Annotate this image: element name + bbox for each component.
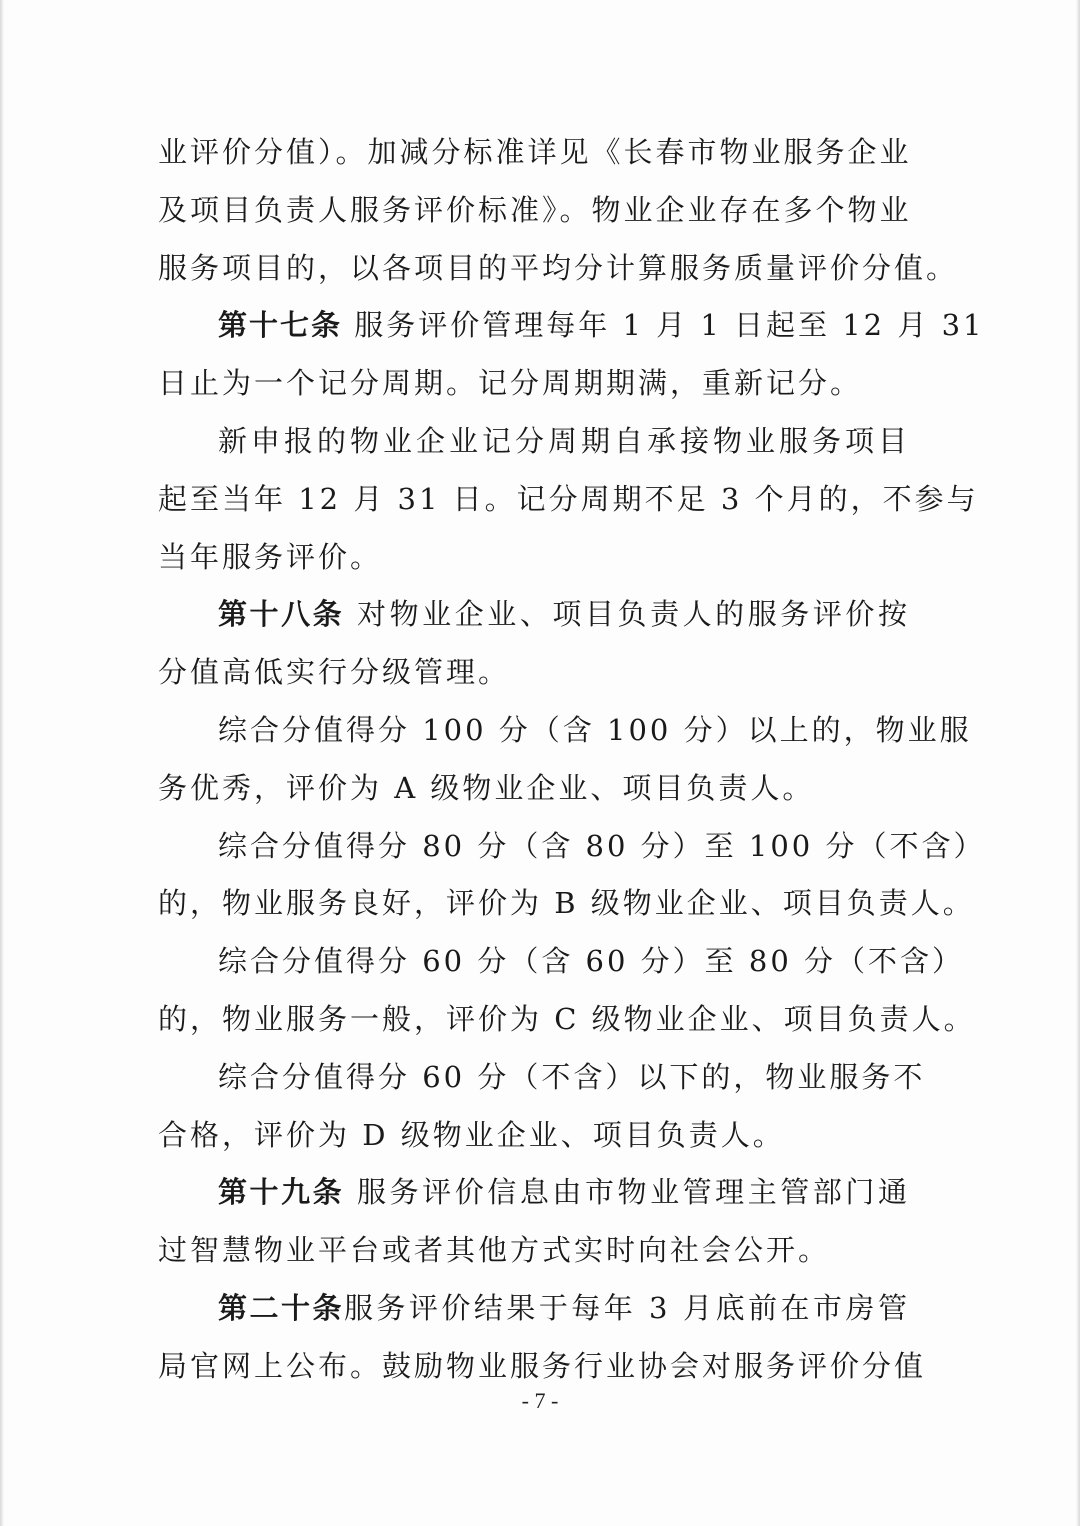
article-17-title: 第十七条 bbox=[218, 308, 343, 343]
body-line: 过智慧物业平台或者其他方式实时向社会公开。 bbox=[158, 1233, 831, 1268]
body-line: 分值高低实行分级管理。 bbox=[158, 655, 511, 690]
body-line: 当年服务评价。 bbox=[158, 539, 383, 574]
article-18-heading-line: 第十八条 对物业企业、项目负责人的服务评价按 bbox=[218, 597, 910, 632]
scan-edge-left bbox=[0, 0, 4, 1526]
body-line: 综合分值得分 60 分（含 60 分）至 80 分（不含） bbox=[218, 944, 965, 979]
body-line: 的，物业服务良好，评价为 B 级物业企业、项目负责人。 bbox=[158, 886, 975, 921]
page-number: - 7 - bbox=[521, 1388, 559, 1413]
body-line: 新申报的物业企业记分周期自承接物业服务项目 bbox=[218, 423, 910, 458]
article-19-title: 第十九条 bbox=[218, 1175, 345, 1210]
article-20-heading-line: 第二十条服务评价结果于每年 3 月底前在市房管 bbox=[218, 1290, 910, 1325]
body-line: 务优秀，评价为 A 级物业企业、项目负责人。 bbox=[158, 770, 815, 805]
body-line: 起至当年 12 月 31 日。记分周期不足 3 个月的，不参与 bbox=[158, 481, 979, 516]
body-line: 日止为一个记分周期。记分周期期满，重新记分。 bbox=[158, 366, 863, 401]
body-line: 及项目负责人服务评价标准》。物业企业存在多个物业 bbox=[158, 192, 912, 227]
body-line: 综合分值得分 80 分（含 80 分）至 100 分（不含） bbox=[218, 828, 986, 863]
article-18-title: 第十八条 bbox=[218, 597, 345, 632]
body-line: 业评价分值）。加减分标准详见《长春市物业服务企业 bbox=[158, 135, 912, 169]
document-body bbox=[158, 124, 986, 1396]
scan-edge-right bbox=[1076, 0, 1080, 1526]
body-line: 综合分值得分 100 分（含 100 分）以上的，物业服 bbox=[218, 712, 972, 747]
body-line: 的，物业服务一般，评价为 C 级物业企业、项目负责人。 bbox=[158, 1001, 976, 1036]
body-line: 综合分值得分 60 分（不含）以下的，物业服务不 bbox=[218, 1059, 926, 1094]
body-line: 合格，评价为 D 级物业企业、项目负责人。 bbox=[158, 1117, 785, 1152]
body-line: 服务项目的，以各项目的平均分计算服务质量评价分值。 bbox=[158, 250, 959, 285]
article-17-heading-line: 第十七条 服务评价管理每年 1 月 1 日起至 12 月 31 bbox=[218, 308, 985, 343]
body-line: 局官网上公布。鼓励物业服务行业协会对服务评价分值 bbox=[158, 1348, 927, 1383]
article-19-heading-line: 第十九条 服务评价信息由市物业管理主管部门通 bbox=[218, 1175, 910, 1210]
article-20-title: 第二十条 bbox=[218, 1290, 344, 1325]
